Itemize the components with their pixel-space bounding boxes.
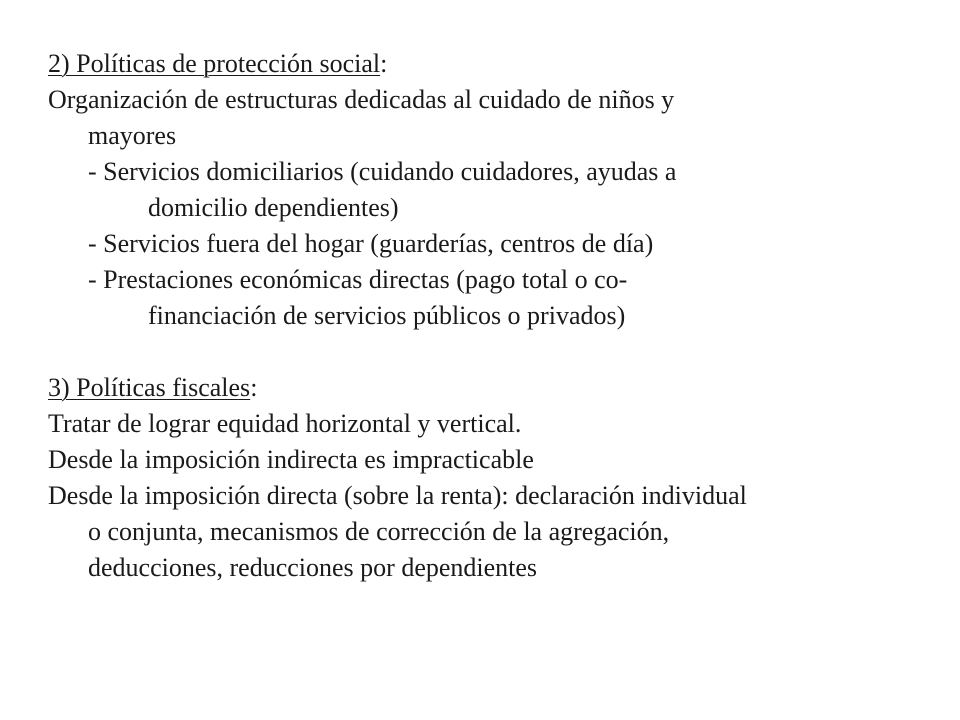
section-2-heading-colon: : <box>380 49 388 78</box>
section-3-text-direct: Desde la imposición directa (sobre la renta): declaración individual <box>48 481 747 510</box>
slide-content <box>48 46 928 586</box>
section-3-heading-colon: : <box>250 373 258 402</box>
section-3-text-direct-cont-2: deducciones, reducciones por dependientes <box>88 553 538 582</box>
section-spacer <box>48 334 928 370</box>
section-3-text-indirect: Desde la imposición indirecta es impracticable <box>48 445 534 474</box>
section-3-text-direct-cont-1: o conjunta, mecanismos de corrección de la agregación, <box>88 517 670 546</box>
section-2-heading: 2) Políticas de protección social <box>48 49 381 78</box>
section-2-text-line: Organización de estructuras dedicadas al cuidado de niños y <box>48 85 675 114</box>
section-2-heading-line <box>48 46 928 82</box>
bullet-home-services-cont: domicilio dependientes) <box>148 193 399 222</box>
section-2-text-line-cont: mayores <box>88 121 177 150</box>
bullet-out-of-home-services: - Servicios fuera del hogar (guarderías, centros de día) <box>88 229 654 258</box>
section-3-heading-line <box>48 370 928 406</box>
bullet-economic-benefits: - Prestaciones económicas directas (pago total o co- <box>88 265 628 294</box>
section-3-text-equity: Tratar de lograr equidad horizontal y vertical. <box>48 409 522 438</box>
bullet-home-services: - Servicios domiciliarios (cuidando cuidadores, ayudas a <box>88 157 677 186</box>
bullet-economic-benefits-cont: financiación de servicios públicos o privados) <box>148 301 626 330</box>
section-3-heading: 3) Políticas fiscales <box>48 373 251 402</box>
